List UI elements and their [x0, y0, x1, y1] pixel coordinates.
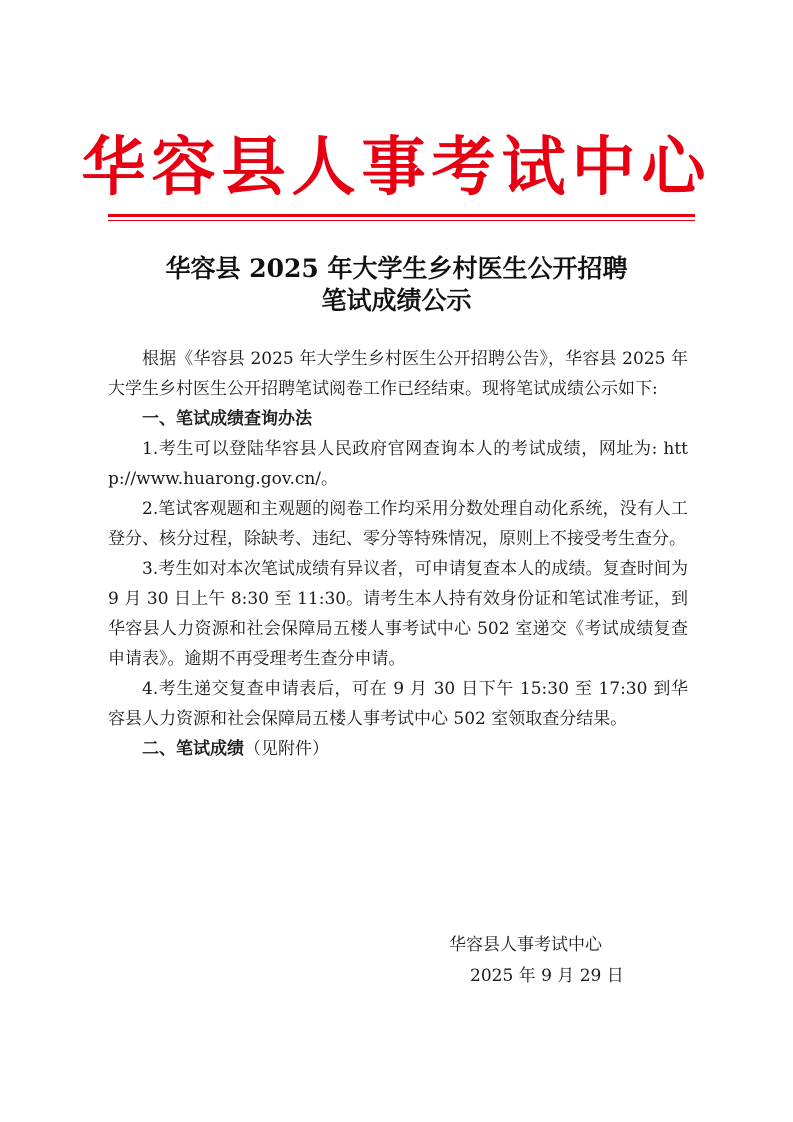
letterhead-rule-thin: [108, 220, 695, 221]
signature-org: 华容县人事考试中心: [449, 935, 602, 955]
item-4-paragraph: 4.考生递交复查申请表后，可在 9 月 30 日下午 15:30 至 17:30 到华容县人力资源和社会保障局五楼人事考试中心 502 室领取查分结果。: [108, 679, 688, 729]
item-3-paragraph: 3.考生如对本次笔试成绩有异议者，可申请复查本人的成绩。复查时间为 9 月 30 日上午 8:30 至 11:30。请考生本人持有效身份证和笔试准考证，到华容县人力资源和社会保障局五楼人事考试中心 502 室递交《考试成绩复查申请表》。逾期不再受理考生查分申请。: [108, 559, 688, 669]
item-2-paragraph: 2.笔试客观题和主观题的阅卷工作均采用分数处理自动化系统，没有人工登分、核分过程，除缺考、违纪、零分等特殊情况，原则上不接受考生查分。: [108, 499, 688, 549]
section-2-note: （见附件）: [244, 739, 329, 759]
document-title-line-1: 华容县 2025 年大学生乡村医生公开招聘: [165, 254, 628, 283]
signature-date: 2025 年 9 月 29 日: [470, 966, 624, 986]
document-body: [108, 344, 688, 764]
letterhead-rule-thick: [108, 214, 695, 217]
item-1-paragraph: 1.考生可以登陆华容县人民政府官网查询本人的考试成绩，网址为: http://www.huarong.gov.cn/。: [108, 439, 688, 489]
document-title-line-2: 笔试成绩公示: [321, 286, 472, 315]
intro-paragraph: 根据《华容县 2025 年大学生乡村医生公开招聘公告》，华容县 2025 年大学生乡村医生公开招聘笔试阅卷工作已经结束。现将笔试成绩公示如下:: [108, 349, 688, 399]
letterhead-title: 华容县人事考试中心: [81, 130, 712, 205]
section-1-heading: 一、笔试成绩查询办法: [142, 409, 312, 429]
signature-block: [420, 930, 670, 992]
section-2-heading: [108, 734, 688, 764]
section-2-heading-text: 二、笔试成绩: [142, 739, 244, 759]
